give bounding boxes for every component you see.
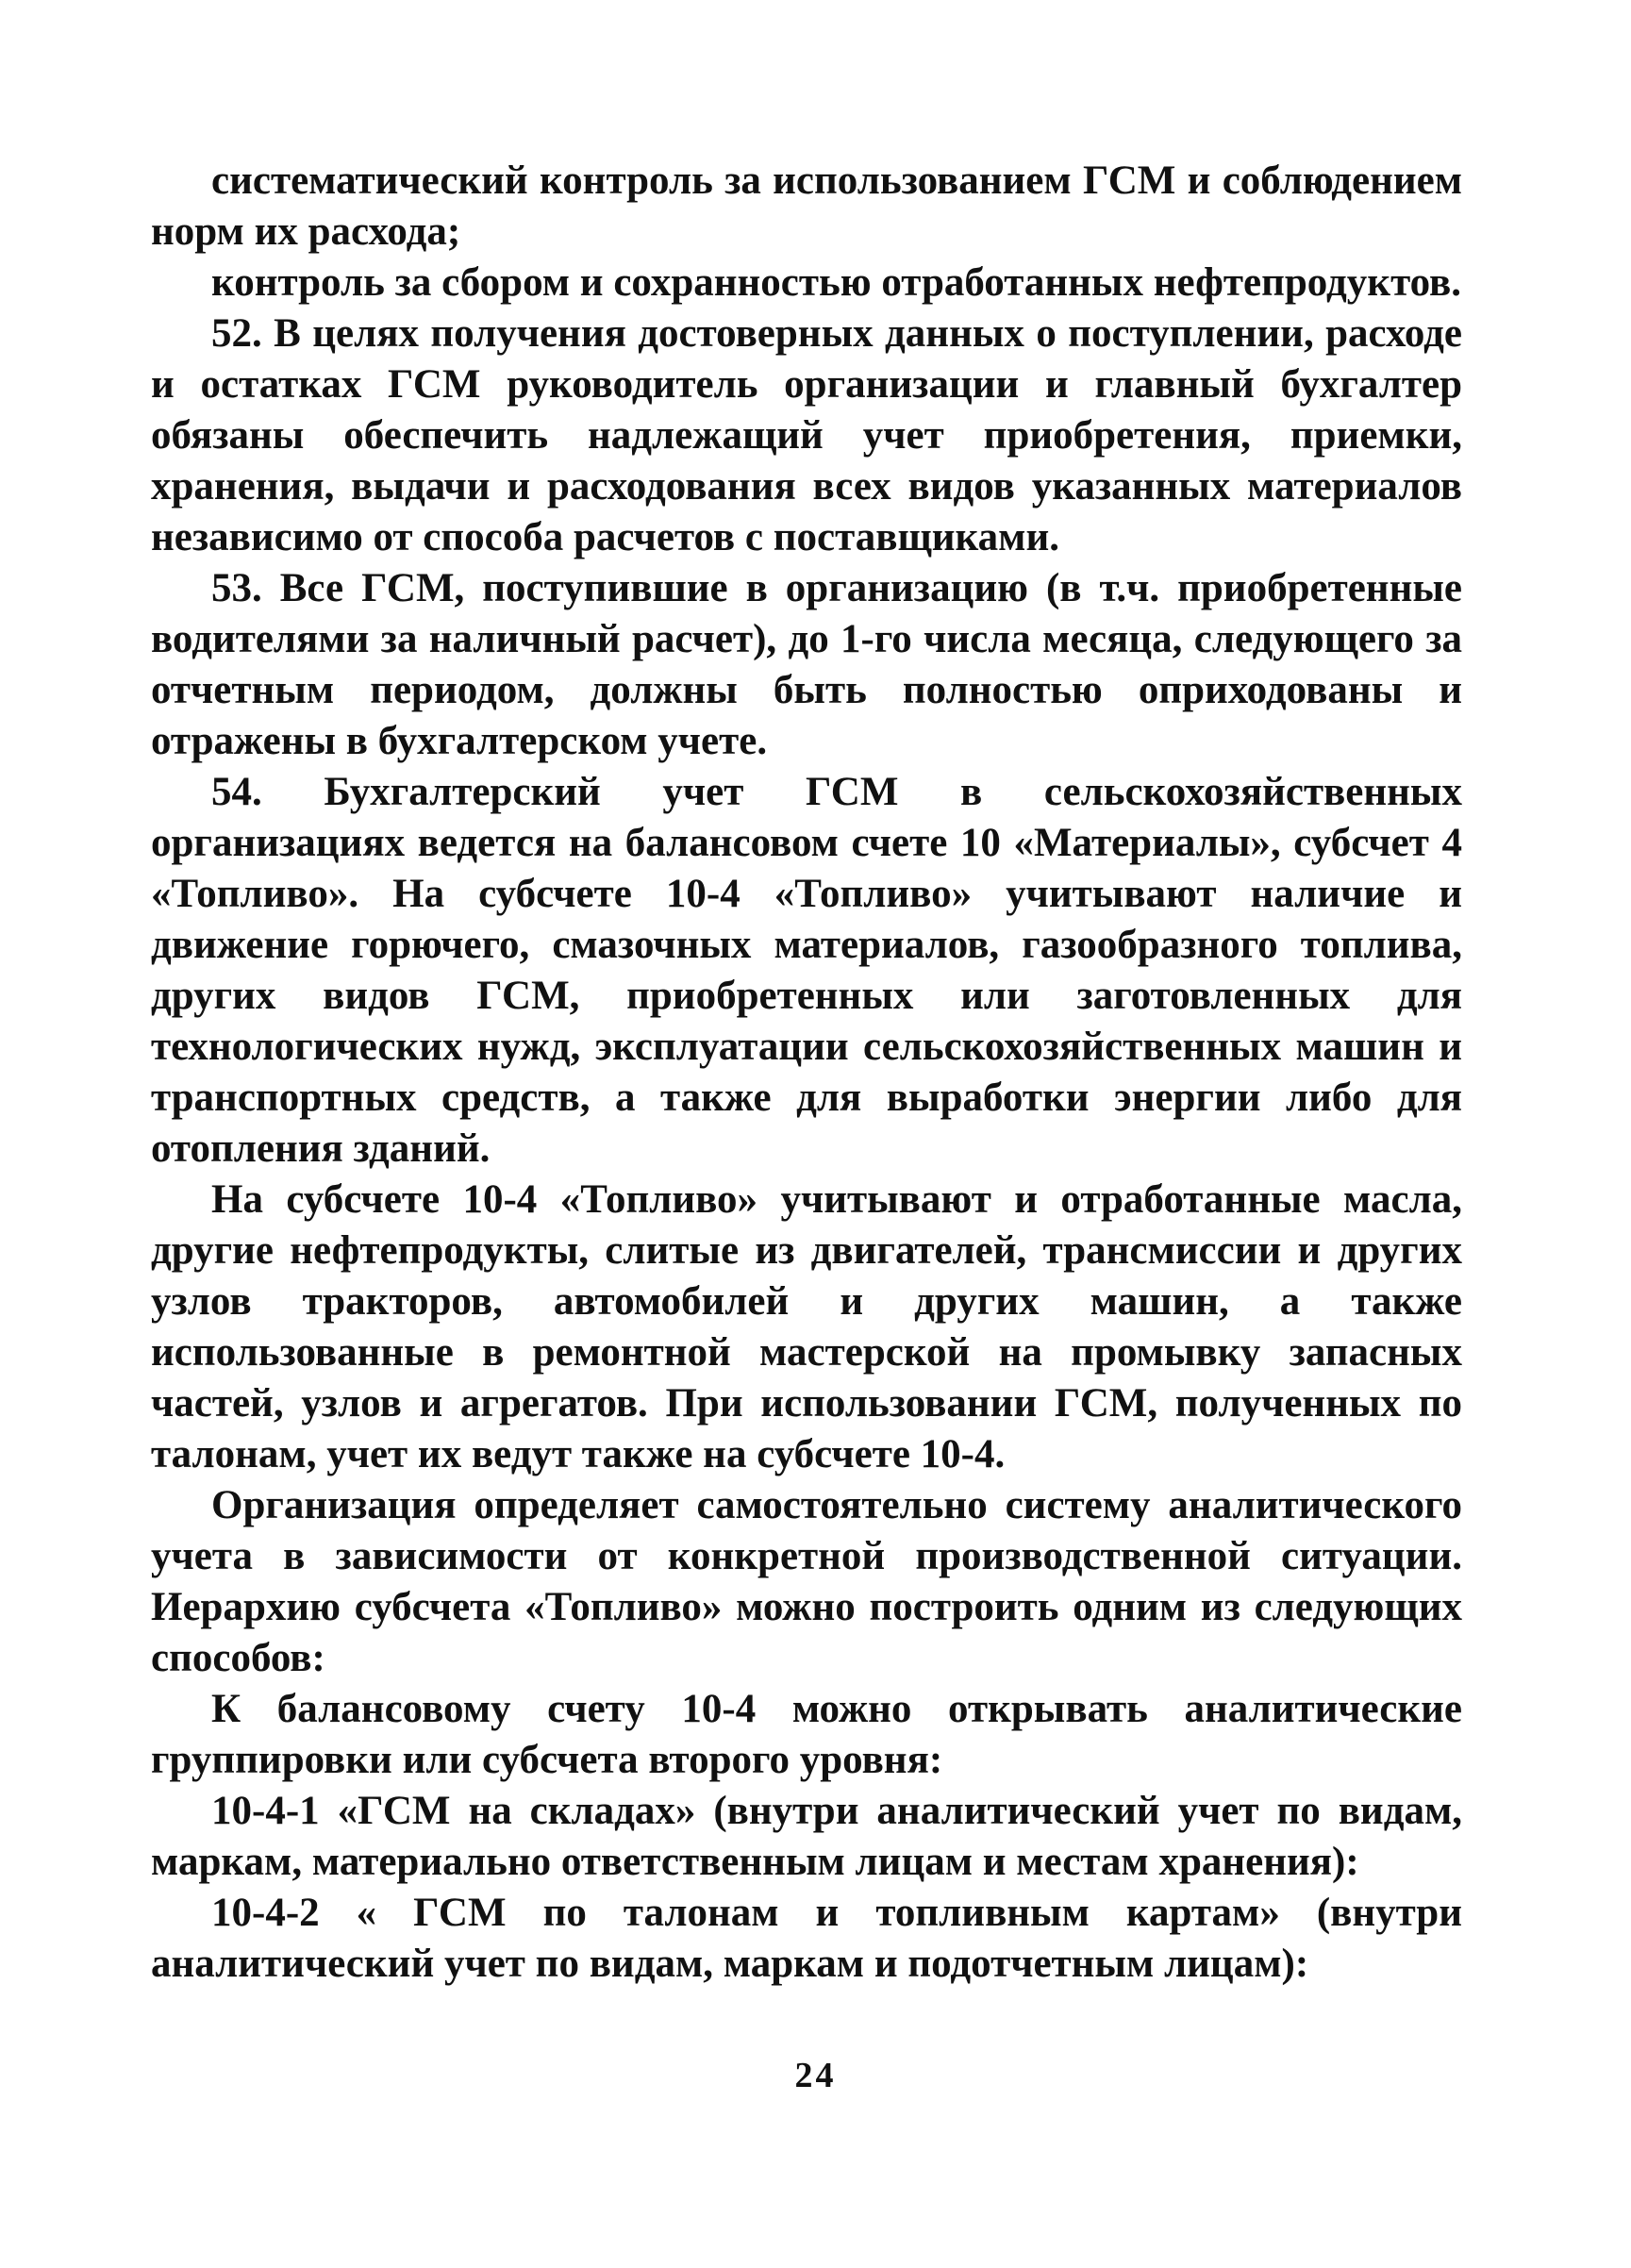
paragraph-52: 52. В целях получения достоверных данных о поступлении, расходе и остатках ГСМ руководитель организации и главный бухгалтер обязаны обеспечить надлежащий учет приобретения, приемки, хранения, выдачи и расходования всех видов указанных материалов независимо от способа расчетов с поставщиками. <box>151 311 1462 559</box>
paragraph-second-level: К балансовому счету 10-4 можно открывать аналитические группировки или субсчета второго уровня: <box>151 1687 1462 1782</box>
paragraph-10-4-1: 10-4-1 «ГСМ на складах» (внутри аналитический учет по видам, маркам, материально ответственным лицам и местам хранения): <box>151 1789 1462 1884</box>
page-body <box>151 156 1462 1990</box>
paragraph-54: 54. Бухгалтерский учет ГСМ в сельскохозяйственных организациях ведется на балансовом счете 10 «Материалы», субсчет 4 «Топливо». На субсчете 10-4 «Топливо» учитывают наличие и движение горючего, смазочных материалов, газообразного топлива, других видов ГСМ, приобретенных или заготовленных для технологических нужд, эксплуатации сельскохозяйственных машин и транспортных средств, а также для выработки энергии либо для отопления зданий. <box>151 770 1462 1171</box>
paragraph-control-collection: контроль за сбором и сохранностью отработанных нефтепродуктов. <box>211 260 1462 305</box>
page-number: 24 <box>794 2056 837 2095</box>
paragraph-subaccount-oils: На субсчете 10-4 «Топливо» учитывают и отработанные масла, другие нефтепродукты, слитые из двигателей, трансмиссии и других узлов тракторов, автомобилей и других машин, а также использованные в ремонтной мастерской на промывку запасных частей, узлов и агрегатов. При использовании ГСМ, полученных по талонам, учет их ведут также на субсчете 10-4. <box>151 1177 1462 1476</box>
paragraph-10-4-2: 10-4-2 « ГСМ по талонам и топливным картам» (внутри аналитический учет по видам, маркам и подотчетным лицам): <box>151 1891 1462 1986</box>
paragraph-53: 53. Все ГСМ, поступившие в организацию (в т.ч. приобретенные водителями за наличный расчет), до 1-го числа месяца, следующего за отчетным периодом, должны быть полностью оприходованы и отражены в бухгалтерском учете. <box>151 566 1462 763</box>
paragraph-control-usage: систематический контроль за использованием ГСМ и соблюдением норм их расхода; <box>151 158 1462 254</box>
paragraph-analytical-system: Организация определяет самостоятельно систему аналитического учета в зависимости от конкретной производственной ситуации. Иерархию субсчета «Топливо» можно построить одним из следующих способов: <box>151 1483 1462 1680</box>
